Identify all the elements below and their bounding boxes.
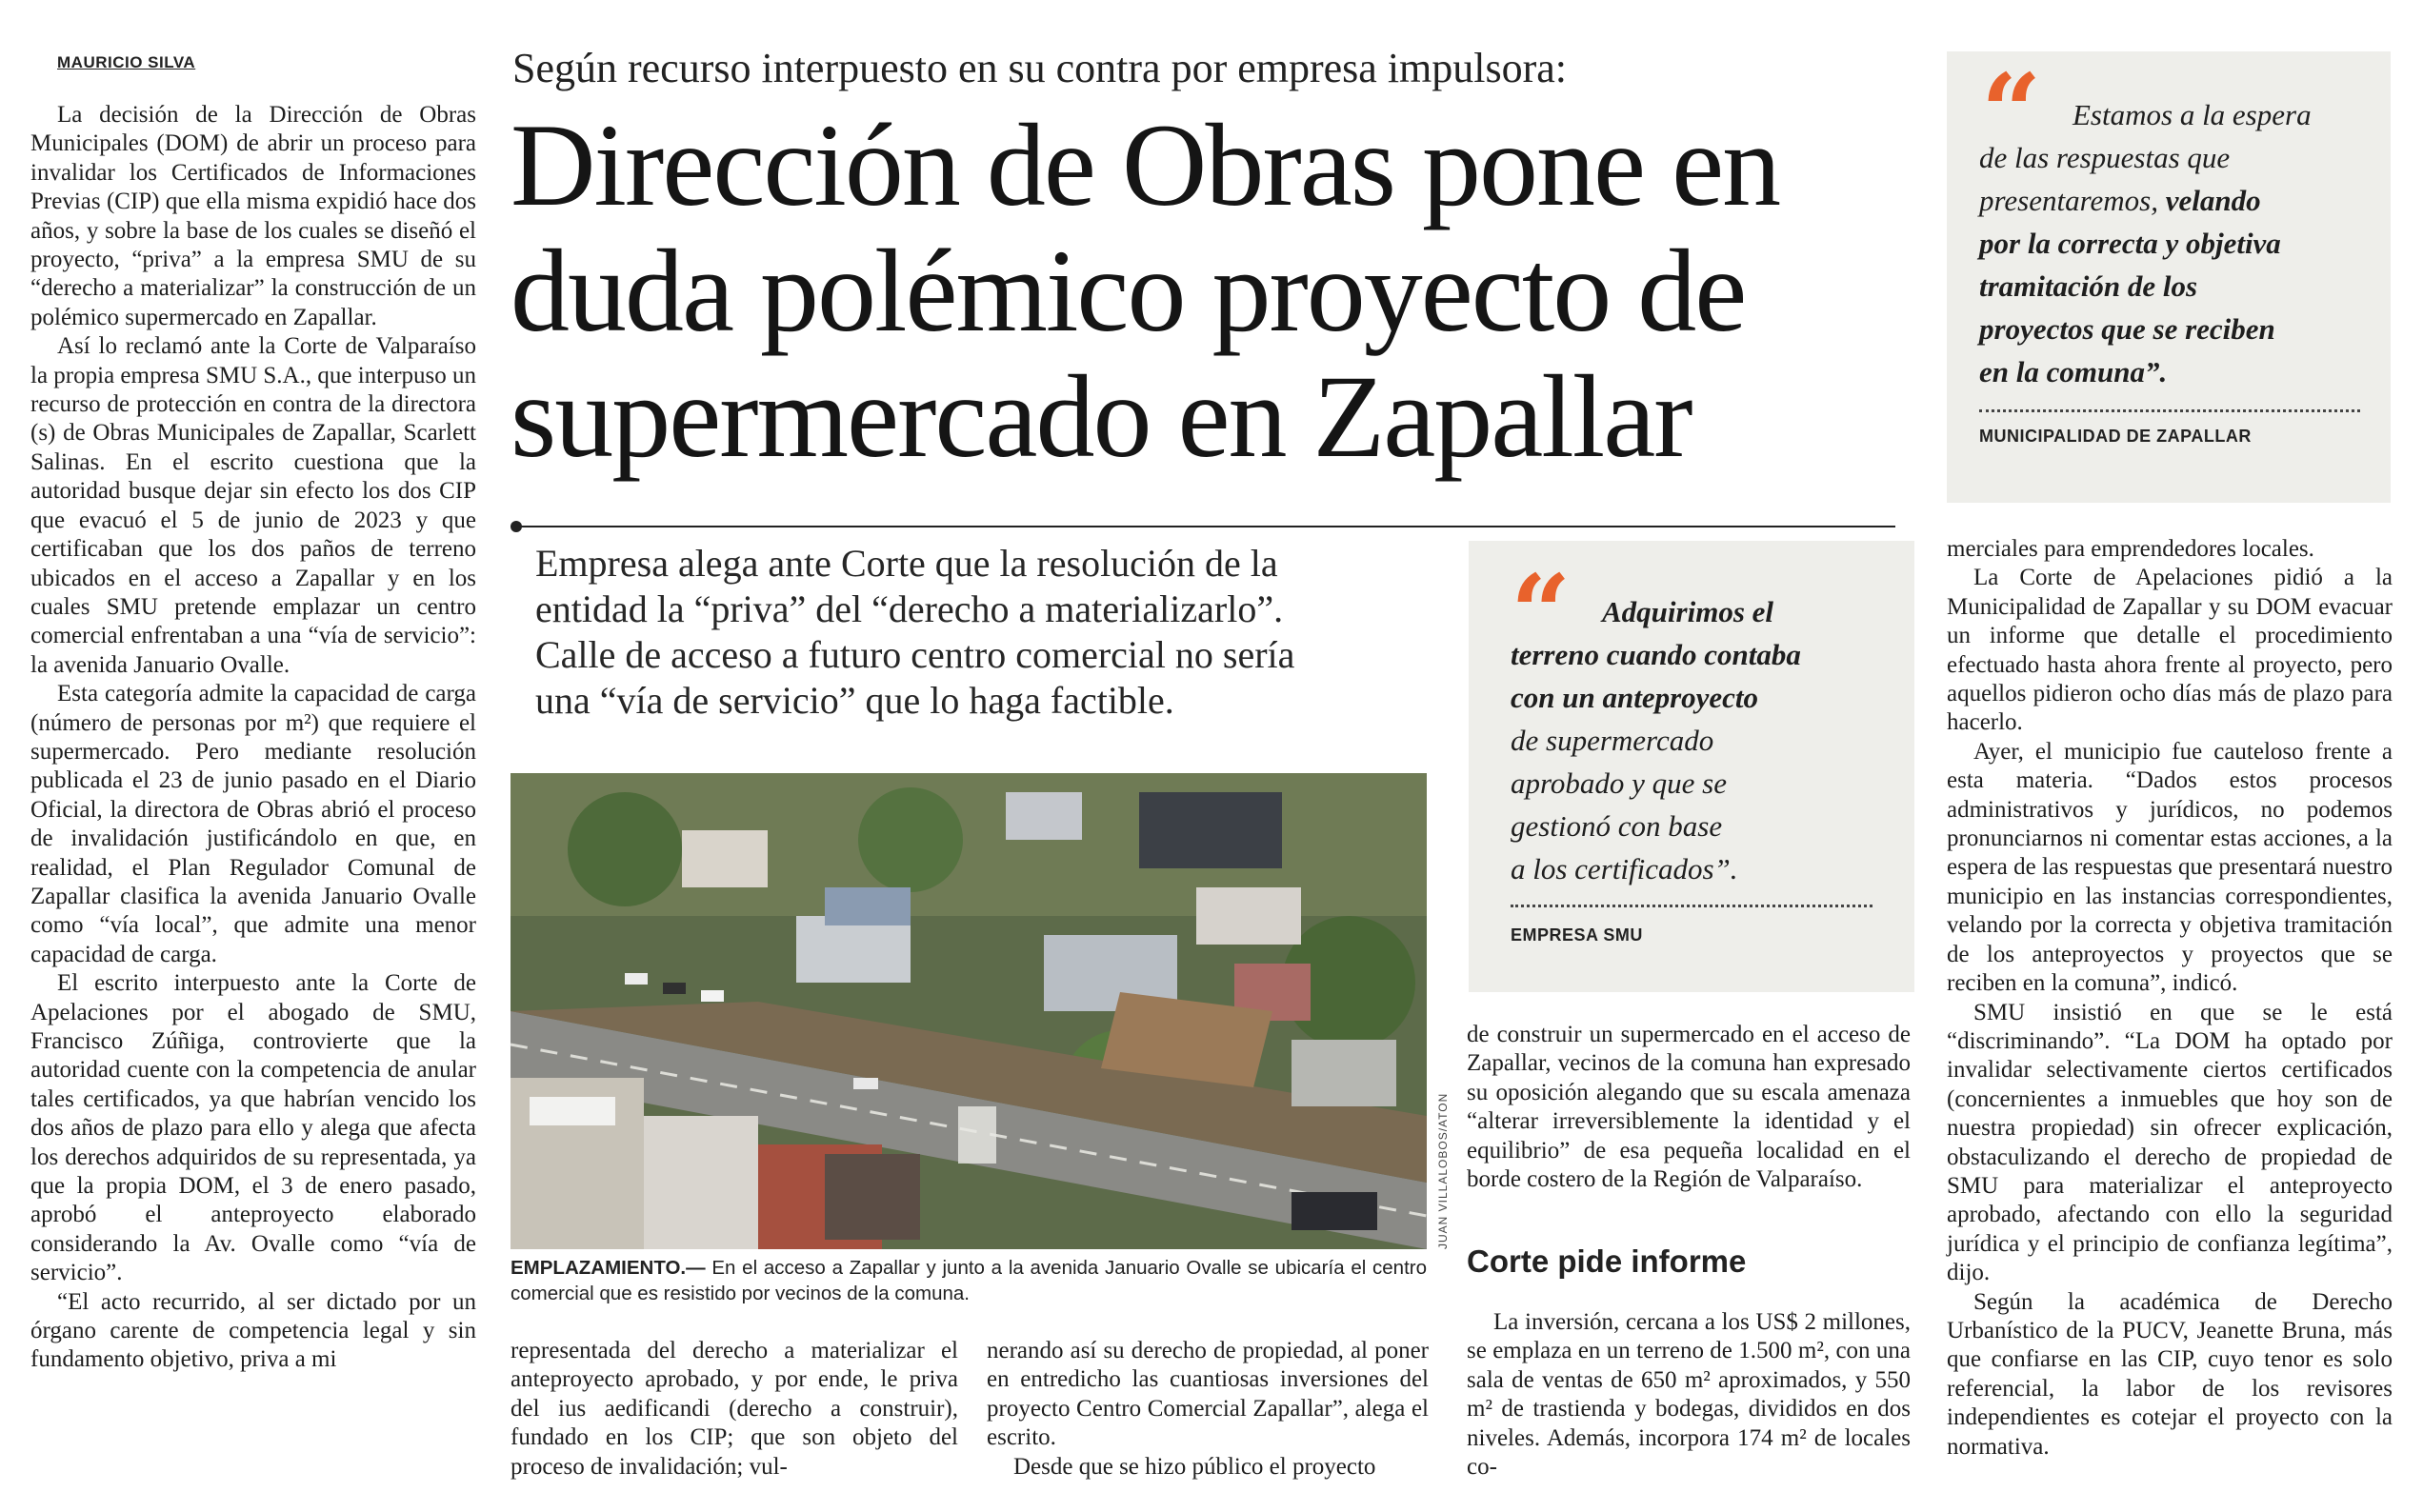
summary <box>535 541 1294 724</box>
paragraph: Así lo reclamó ante la Corte de Valparaíso la propia empresa SMU S.A., que interpuso un recurso de protección en contra de la directora (s) de Obras Municipales de Zapallar, Scarlett Salinas. En el escrito cuestiona que la autoridad busque dejar sin efecto los dos CIP que evacuó el 5 de junio de 2023 y que certificaban que los dos paños de terreno ubicados en el acceso a Zapallar y en los cuales SMU pretende emplazar un centro comercial enfrentaban a una “vía de servicio”: la avenida Januario Ovalle. <box>30 333 476 678</box>
headline <box>511 100 1780 482</box>
paragraph: nerando así su derecho de propiedad, al poner en entredicho las cuantiosas inversiones del proyecto Centro Comercial Zapallar”, alega el escrito. <box>987 1338 1429 1451</box>
summary-line: entidad la “priva” del “derecho a materializarlo”. <box>535 587 1284 630</box>
summary-line: Calle de acceso a futuro centro comercial no sería <box>535 633 1295 676</box>
paragraph: El escrito interpuesto ante la Corte de Apelaciones por el abogado de SMU, Francisco Zúñiga, controvierte que la autoridad cuente con la competencia de anular tales certificados, ya que habrían vencido los dos años de plazo para ello y alega que afecta los derechos adquiridos de su representada, ya que la propia DOM, el 3 de enero pasado, aprobó el anteproyecto elaborado considerando la Av. Ovalle como “vía de servicio”. <box>30 970 476 1286</box>
paragraph: La inversión, cercana a los US$ 2 millones, se emplaza en un terreno de 1.500 m², con una sala de ventas de 650 m² aproximados, y 550 m² de trastienda y bodegas, divididos en dos niveles. Además, incorpora 174 m² de locales co- <box>1467 1309 1911 1481</box>
quote-box-smu <box>1469 541 1914 992</box>
summary-divider <box>520 526 1895 527</box>
paragraph: merciales para emprendedores locales. <box>1947 536 2314 562</box>
quote-source: MUNICIPALIDAD DE ZAPALLAR <box>1979 427 2252 446</box>
summary-line: una “vía de servicio” que lo haga factible. <box>535 679 1174 722</box>
quote-segment: velando <box>2165 184 2261 217</box>
aerial-photo <box>511 773 1427 1249</box>
photo-caption <box>511 1255 1427 1306</box>
quote-source: EMPRESA SMU <box>1511 925 1643 945</box>
paragraph: Ayer, el municipio fue cauteloso frente a esta materia. “Dados estos procesos administrativos y jurídicos, no podemos pronunciarnos ni comentar estas acciones, a la espera de las respuestas que presentará nuestro municipio en las instancias correspondientes, velando por la correcta y objetiva tramitación de los anteproyectos y proyectos que se reciben en la comuna”, indicó. <box>1947 738 2393 997</box>
quote-line: por la correcta y objetiva <box>1979 227 2281 260</box>
paragraph: Esta categoría admite la capacidad de carga (número de personas por m²) que requiere el supermercado. Pero mediante resolución publicada el 23 de junio pasado en el Diario Oficial, la directora de Obras abrió el proceso de invalidación justificándolo en que, en realidad, el Plan Regulador Comunal de Zapallar clasifica la avenida Januario Ovalle como “vía local”, que admite una menor capacidad de carga. <box>30 681 476 967</box>
quote-line <box>1979 179 2383 222</box>
paragraph: Desde que se hizo público el proyecto <box>1013 1453 1376 1480</box>
quote-text <box>1979 93 2383 393</box>
section-subhead: Corte pide informe <box>1467 1243 1747 1279</box>
quote-line: a los certificados”. <box>1511 852 1738 885</box>
quote-line: en la comuna”. <box>1979 355 2168 388</box>
quote-line: de supermercado <box>1511 724 1714 757</box>
kicker: Según recurso interpuesto en su contra por empresa impulsora: <box>512 45 1568 91</box>
quote-mark-icon: “ <box>1511 551 1572 674</box>
aerial-photo-illustration <box>511 773 1427 1249</box>
caption-text: En el acceso a Zapallar y junto a la avenida Januario Ovalle se ubicaría el centro comercial que es resistido por vecinos de la comuna. <box>511 1257 1427 1304</box>
body-column-4-continued <box>1467 1308 1911 1482</box>
paragraph: Según la académica de Derecho Urbanístico de la PUCV, Jeanette Bruna, más que confiarse en las CIP, cuyo tenor es solo referencial, la labor de los revisores independientes es cotejar el proyecto con la normativa. <box>1947 1288 2393 1460</box>
paragraph: La Corte de Apelaciones pidió a la Municipalidad de Zapallar y su DOM evacuar un informe que detalle el procedimiento efectuado hasta ahora frente al proyecto, pero aquellos pidieron ocho días más de plazo para hacerlo. <box>1947 565 2393 736</box>
body-column-1 <box>30 101 476 1375</box>
summary-line: Empresa alega ante Corte que la resolución de la <box>535 542 1278 585</box>
quote-line: terreno cuando contaba <box>1511 638 1801 671</box>
paragraph: de construir un supermercado en el acceso de Zapallar, vecinos de la comuna han expresado su oposición alegando que su escala amenaza “alterar irreversiblemente la identidad y el equilibrio” de esa pequeña localidad en el borde costero de la Región de Valparaíso. <box>1467 1022 1911 1193</box>
quote-line: de las respuestas que <box>1979 141 2231 174</box>
body-column-5 <box>1947 535 2393 1462</box>
quote-segment: presentaremos, <box>1979 184 2158 217</box>
caption-label: EMPLAZAMIENTO.— <box>511 1257 706 1279</box>
quote-line: con un anteproyecto <box>1511 681 1759 714</box>
paragraph: representada del derecho a materializar el anteproyecto aprobado, y por ende, le priva del ius aedificandi (derecho a construir), fundado en los CIP; que son objeto del proceso de invalidación; vul- <box>511 1338 958 1480</box>
quote-line: Adquirimos el <box>1602 595 1774 628</box>
headline-line: Dirección de Obras pone en <box>511 100 1780 230</box>
quote-divider <box>1979 409 2360 412</box>
paragraph: SMU insistió en que se le está “discriminando”. “La DOM ha optado por invalidar selectivamente ciertos certificados (concernientes a inmuebles que hoy son de nuestra propiedad) sin ofrecer explicación, obstaculizando el derecho de propiedad de SMU para materializar el anteproyecto aprobado, afectando con ello la seguridad jurídica y el principio de confianza legítima”, dijo. <box>1947 999 2393 1286</box>
photo-credit: JUAN VILLALOBOS/ATON <box>1436 1092 1450 1249</box>
headline-line: supermercado en Zapallar <box>511 351 1692 482</box>
byline: MAURICIO SILVA <box>57 53 196 71</box>
quote-text <box>1511 590 1911 890</box>
body-column-3 <box>987 1337 1429 1482</box>
quote-line: tramitación de los <box>1979 269 2198 303</box>
headline-line: duda polémico proyecto de <box>511 226 1746 356</box>
body-column-2 <box>511 1337 958 1482</box>
quote-line: proyectos que se reciben <box>1979 312 2275 346</box>
quote-line: aprobado y que se <box>1511 766 1728 800</box>
paragraph: “El acto recurrido, al ser dictado por un órgano carente de competencia legal y sin fundamento objetivo, priva a mi <box>30 1288 476 1373</box>
quote-divider <box>1511 905 1872 907</box>
paragraph: La decisión de la Dirección de Obras Municipales (DOM) de abrir un proceso para invalidar los Certificados de Informaciones Previas (CIP) que ella misma expidió hace dos años, y sobre la base de los cuales se diseñó el proyecto, “priva” a la empresa SMU de su “derecho a materializar” la construcción de un polémico supermercado en Zapallar. <box>30 102 476 330</box>
quote-line: gestionó con base <box>1511 809 1723 843</box>
quote-line: Estamos a la espera <box>2073 98 2312 131</box>
quote-box-municipalidad <box>1947 51 2391 503</box>
quote-mark-icon: “ <box>1981 50 2042 173</box>
body-column-4 <box>1467 1021 1911 1194</box>
